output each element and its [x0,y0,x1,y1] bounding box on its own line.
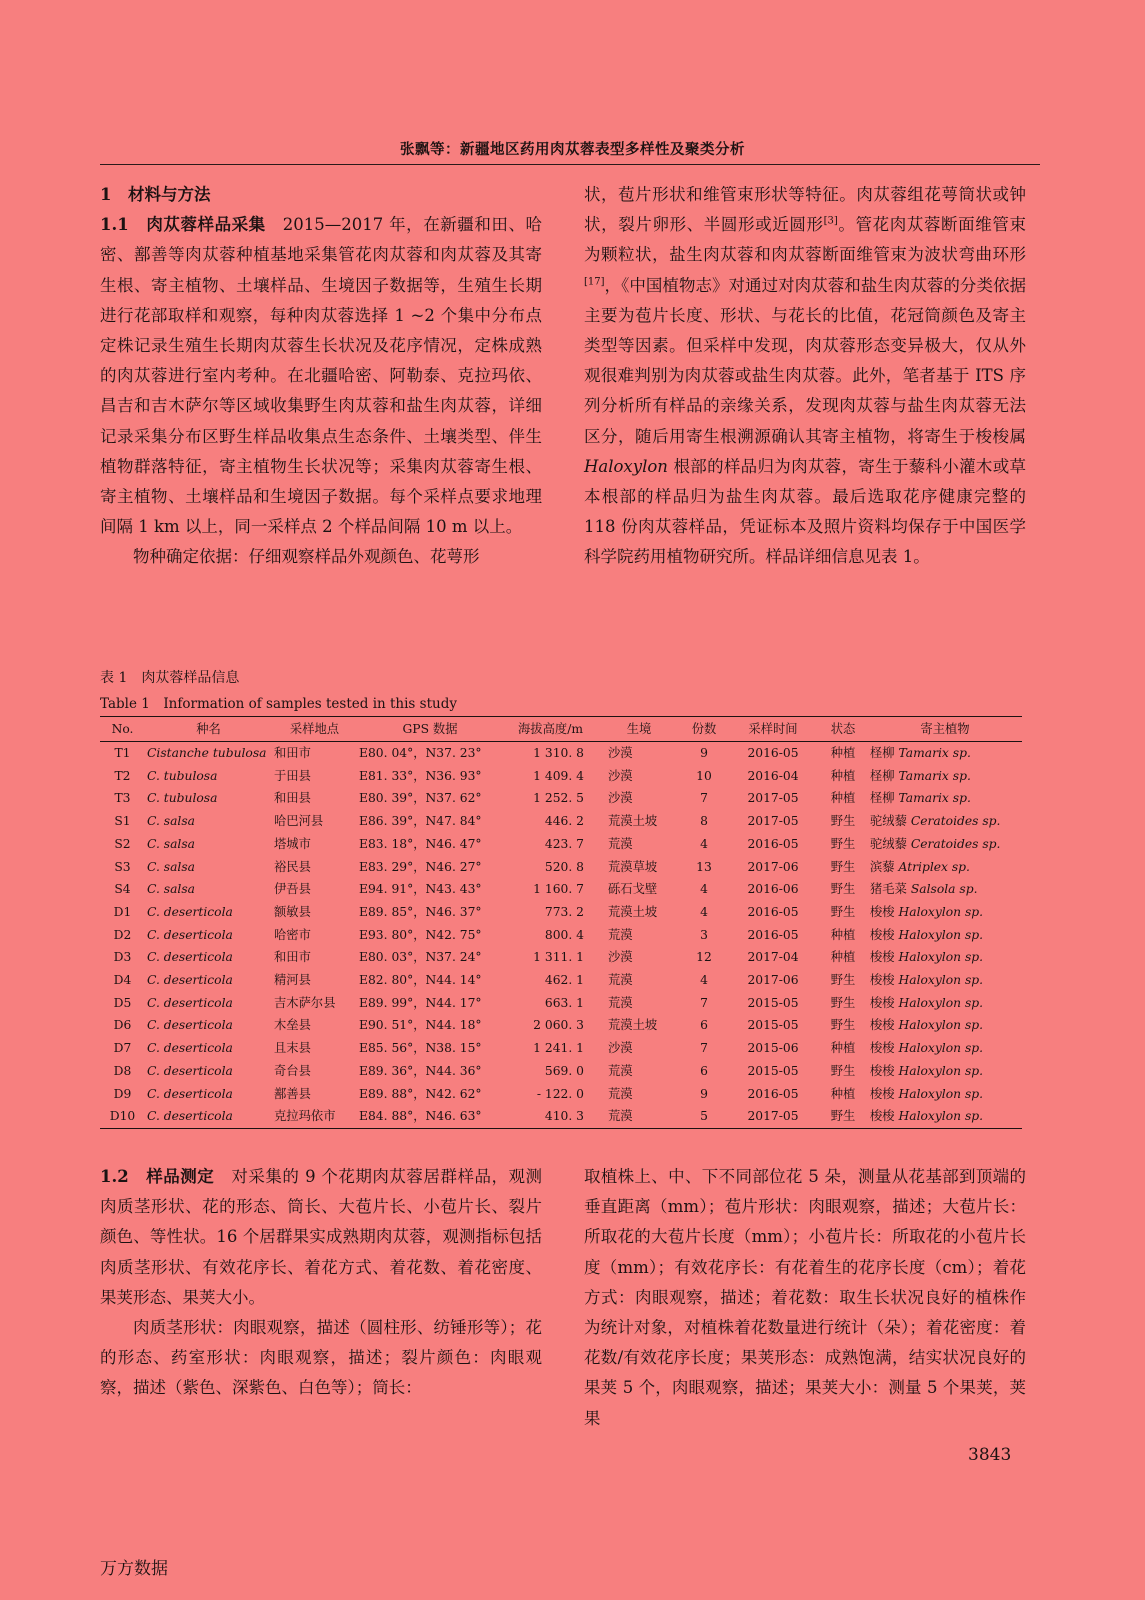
host-name-latin: Atriplex sp. [898,859,970,874]
table-row [100,901,1022,924]
cell-status: 野生 [830,836,856,851]
cell-habitat: 荒漠土坡 [608,1018,658,1033]
cell-altitude: 663. 1 [544,995,584,1010]
cell-habitat: 荒漠土坡 [608,904,658,919]
cell-species: C. tubulosa [147,791,218,806]
cell-status: 种植 [830,791,856,806]
cell-species: C. salsa [147,814,196,829]
cell-host [868,946,1022,969]
column-header: 状态 [818,717,868,742]
cell-habitat: 沙漠 [608,1041,633,1056]
column-header: 份数 [680,717,728,742]
paragraph: 2015—2017 年，在新疆和田、哈密、鄯善等肉苁蓉种植基地采集管花肉苁蓉和肉苁蓉及其寄生根、寄主植物、土壤样品、生境因子数据等，生殖生长期进行花部取样和观察，每种肉苁蓉选择 1 ~2 个集中分布点定株记录生殖生长期肉苁蓉生长状况及花序情况，定株成熟的肉苁蓉进行室内考种。在北疆哈密、阿勒泰、克拉玛依、昌吉和吉木萨尔等区域收集野生肉苁蓉和盐生肉苁蓉，详细记录采集分布区野生样品收集点生态条件、土壤类型、伴生植物群落特征，寄主植物生长状况等；采集肉苁蓉寄生根、寄主植物、土壤样品和生境因子数据。每个采样点要求地理间隔 1 km 以上，同一采样点 2 个样品间隔 10 m 以上。 [100,215,543,537]
cell-altitude: 2 060. 3 [533,1018,584,1033]
cell-host [868,856,1022,879]
cell-site: 哈巴河县 [274,814,324,829]
paragraph-continued [584,180,1026,573]
cell-gps: E80. 04°，N37. 23° [359,746,482,760]
cell-status: 野生 [830,1063,856,1078]
cell-species: C. salsa [147,859,196,874]
host-name-zh: 梭梭 [870,1041,895,1056]
cell-status: 野生 [830,1018,856,1033]
cell-site: 精河县 [274,973,311,988]
cell-gps: E90. 51°，N44. 18° [359,1018,482,1033]
cell-count: 13 [696,859,712,874]
cell-gps: E83. 29°，N46. 27° [359,859,482,874]
citation: [17] [584,276,605,288]
cell-site: 鄯善县 [274,1086,311,1101]
cell-altitude: 1 409. 4 [533,768,584,783]
host-name-zh: 猪毛菜 [870,882,907,897]
host-name-zh: 梭梭 [870,1018,895,1033]
cell-count: 7 [700,995,708,1010]
cell-habitat: 荒漠 [608,927,633,942]
host-name-latin: Salsola sp. [910,882,978,897]
paragraph-text: 根部的样品归为肉苁蓉，寄生于藜科小灌木或草本根部的样品归为盐生肉苁蓉。最后选取花序健康完整的 118 份肉苁蓉样品，凭证标本及照片资料均保存于中国医学科学院药用植物研究所。样品详细信息见表 1。 [584,456,1027,567]
cell-no: T3 [114,791,131,806]
cell-species: C. deserticola [147,1018,233,1033]
cell-altitude: 773. 2 [544,904,584,919]
cell-no: D5 [113,995,132,1010]
cell-date: 2015-05 [747,1063,799,1078]
host-name-zh: 梭梭 [870,927,895,942]
cell-count: 12 [696,950,712,965]
column-right-bottom [584,1162,1026,1434]
cell-status: 野生 [830,995,856,1010]
cell-species: C. salsa [147,882,196,897]
cell-status: 种植 [830,768,856,783]
cell-habitat: 沙漠 [608,768,633,783]
section-title: 1 材料与方法 [100,185,211,204]
cell-no: D9 [113,1086,132,1101]
cell-gps: E89. 85°，N46. 37° [359,904,482,919]
cell-host [868,969,1022,992]
table-row [100,1083,1022,1106]
cell-count: 8 [700,814,708,829]
citation: [3] [823,215,838,227]
cell-no: S2 [114,836,131,851]
cell-date: 2017-05 [728,1105,818,1128]
table-row [100,810,1022,833]
host-name-zh: 梭梭 [870,1086,895,1101]
cell-species: C. deserticola [147,950,233,965]
cell-no: S1 [114,814,131,829]
host-name-latin: Haloxylon sp. [898,1109,984,1124]
cell-site: 哈密市 [274,927,311,942]
cell-site: 克拉玛依市 [272,1105,357,1128]
host-name-latin: Haloxylon sp. [898,1041,984,1056]
cell-habitat: 荒漠 [608,973,633,988]
cell-host [868,1060,1022,1083]
cell-habitat: 荒漠 [608,995,633,1010]
cell-site: 裕民县 [274,859,311,874]
cell-count: 10 [696,768,712,783]
cell-host [868,1105,1022,1128]
host-name-latin: Ceratoides sp. [910,836,1001,851]
cell-date: 2016-06 [747,882,799,897]
host-name-zh: 梭梭 [870,1063,895,1078]
page-number: 3843 [968,1445,1012,1465]
cell-date: 2016-05 [747,927,799,942]
table-row [100,833,1022,856]
cell-status: 种植 [830,746,856,760]
cell-gps: E85. 56°，N38. 15° [359,1041,482,1056]
cell-altitude: 462. 1 [544,973,584,988]
table-row [100,856,1022,879]
cell-habitat: 沙漠 [608,950,633,965]
subsection-title: 样品测定 [146,1167,215,1186]
paragraph-text: ，《中国植物志》对通过对肉苁蓉和盐生肉苁蓉的分类依据主要为苞片长度、形状、与花长的比值，花冠筒颜色及寄主类型等因素。但采样中发现，肉苁蓉形态变异极大，仅从外观很难判别为肉苁蓉或盐生肉苁蓉。此外，笔者基于 ITS 序列分析所有样品的亲缘关系，发现肉苁蓉与盐生肉苁蓉无法区分，随后用寄生根溯源确认其寄主植物，将寄生于梭梭属 [584,275,1026,446]
cell-altitude: - 122. 0 [536,1086,584,1101]
host-name-zh: 梭梭 [870,950,895,965]
cell-host [868,765,1022,788]
cell-habitat: 沙漠 [608,791,633,806]
cell-altitude: 520. 8 [544,859,584,874]
host-name-zh: 柽柳 [870,768,895,783]
cell-altitude: 800. 4 [544,927,584,942]
cell-date: 2016-05 [747,746,799,760]
cell-species: C. deserticola [147,995,233,1010]
cell-gps: E84. 88°，N46. 63° [357,1105,503,1128]
cell-altitude: 423. 7 [544,836,584,851]
column-header: 生境 [598,717,680,742]
cell-status: 种植 [830,1041,856,1056]
cell-species: Cistanche tubulosa [147,746,267,760]
cell-habitat: 砾石戈壁 [608,882,658,897]
column-header: GPS 数据 [357,717,503,742]
cell-host [868,833,1022,856]
cell-species: C. deserticola [147,1041,233,1056]
column-header: 种名 [145,717,272,742]
cell-species: C. deserticola [147,1063,233,1078]
cell-site: 和田市 [274,746,311,760]
cell-status: 野生 [830,859,856,874]
cell-no: S3 [114,859,131,874]
cell-altitude: 1 252. 5 [533,791,584,806]
cell-status: 种植 [830,1086,856,1101]
cell-date: 2017-05 [747,814,799,829]
cell-date: 2017-05 [747,791,799,806]
cell-status: 种植 [830,927,856,942]
table-row [100,946,1022,969]
cell-site: 且末县 [274,1041,311,1056]
cell-site: 于田县 [274,768,311,783]
cell-species: C. deserticola [147,927,233,942]
cell-status: 野生 [830,814,856,829]
cell-host [868,1037,1022,1060]
host-name-zh: 梭梭 [870,1109,895,1124]
cell-count: 6 [700,1063,708,1078]
footer-mark: 万方数据 [100,1559,168,1579]
paragraph-text: 状，苞片形状和维管束形状等特征。肉苁蓉组花萼筒状或钟状，裂片卵形、半圆形或近圆形 [584,185,1026,235]
column-header: 采样时间 [728,717,818,742]
cell-status: 野生 [830,973,856,988]
cell-count: 9 [700,1086,708,1101]
cell-site: 塔城市 [274,836,311,851]
section-1-1 [100,210,542,542]
cell-site: 奇台县 [274,1063,311,1078]
cell-gps: E83. 18°，N46. 47° [359,836,482,851]
cell-altitude: 1 160. 7 [533,882,584,897]
cell-date: 2016-05 [747,836,799,851]
host-name-latin: Ceratoides sp. [910,814,1001,829]
section-1-2 [100,1162,542,1313]
cell-count: 4 [700,836,708,851]
table-row [100,969,1022,992]
cell-date: 2015-05 [747,1018,799,1033]
table-header-row [100,717,1022,742]
cell-date: 2017-06 [747,973,799,988]
host-name-zh: 柽柳 [870,791,895,806]
host-name-zh: 梭梭 [870,904,895,919]
paragraph-text: 。管花肉苁蓉断面维管束为颗粒状，盐生肉苁蓉和肉苁蓉断面维管束为波状弯曲环形 [584,215,1027,265]
samples-table [100,716,1022,1129]
cell-habitat: 荒漠 [608,836,633,851]
cell-count: 4 [700,882,708,897]
column-left-top [100,180,542,573]
subsection-number: 1.1 [100,215,129,235]
cell-altitude: 446. 2 [544,814,584,829]
table-row [100,1105,1022,1128]
host-name-latin: Haloxylon sp. [898,1018,984,1033]
table-row [100,1037,1022,1060]
host-name-latin: Haloxylon sp. [898,995,984,1010]
cell-habitat: 荒漠草坡 [608,859,658,874]
cell-host [868,992,1022,1015]
cell-date: 2017-04 [747,950,799,965]
cell-species: C. deserticola [147,904,233,919]
table-row [100,878,1022,901]
host-name-zh: 柽柳 [870,746,895,760]
cell-no: D2 [113,927,132,942]
cell-habitat: 沙漠 [608,746,633,760]
paragraph-continued: 取植株上、中、下不同部位花 5 朵，测量从花基部到顶端的垂直距离（mm）；苞片形状：肉眼观察，描述；大苞片长：所取花的大苞片长度（mm）；小苞片长：所取花的小苞片长度（mm）；有效花序长：有花着生的花序长度（cm）；着花方式：肉眼观察，描述；着花数：取生长状况良好的植株作为统计对象，对植株着花数量进行统计（朵）；着花密度：着花数/有效花序长度；果荚形态：成熟饱满，结实状况良好的果荚 5 个，肉眼观察，描述；果荚大小：测量 5 个果荚，荚果 [584,1167,1026,1428]
cell-host [868,1083,1022,1106]
host-name-latin: Haloxylon sp. [898,1063,984,1078]
cell-date: 2017-06 [747,859,799,874]
cell-site: 伊吾县 [274,882,311,897]
table-row [100,1014,1022,1037]
cell-site: 额敏县 [274,904,311,919]
cell-gps: E89. 99°，N44. 17° [359,995,482,1010]
cell-habitat: 荒漠 [598,1105,680,1128]
genus-name: Haloxylon [584,456,668,476]
cell-host [868,810,1022,833]
host-name-zh: 梭梭 [870,995,895,1010]
cell-altitude: 1 241. 1 [533,1041,584,1056]
subsection-title: 肉苁蓉样品采集 [146,215,266,235]
cell-gps: E81. 33°，N36. 93° [359,768,482,783]
column-header: 采样地点 [272,717,357,742]
cell-gps: E80. 39°，N37. 62° [359,791,482,806]
cell-count: 5 [680,1105,728,1128]
running-header: 张飘等：新疆地区药用肉苁蓉表型多样性及聚类分析 [400,141,745,158]
host-name-zh: 滨藜 [870,859,895,874]
cell-habitat: 荒漠土坡 [608,814,658,829]
table-row [100,765,1022,788]
table-body [100,742,1022,1129]
cell-host [868,901,1022,924]
table-caption-zh: 表 1 肉苁蓉样品信息 [100,670,240,686]
header-rule [100,164,1040,165]
table-row [100,787,1022,810]
cell-site: 吉木萨尔县 [274,995,336,1010]
cell-no: D7 [113,1041,132,1056]
cell-gps: E82. 80°，N44. 14° [359,973,482,988]
paragraph: 肉质茎形状：肉眼观察，描述（圆柱形、纺锤形等）；花的形态、药室形状：肉眼观察，描述；裂片颜色：肉眼观察，描述（紫色、深紫色、白色等）；筒长： [100,1318,542,1398]
cell-count: 4 [700,973,708,988]
cell-status: 野生 [830,904,856,919]
cell-count: 3 [700,927,708,942]
cell-altitude: 410. 3 [503,1105,598,1128]
table-row [100,992,1022,1015]
cell-count: 7 [700,791,708,806]
cell-status: 种植 [830,950,856,965]
cell-no: D10 [100,1105,145,1128]
cell-no: D8 [113,1063,132,1078]
host-name-latin: Tamarix sp. [898,791,971,806]
host-name-latin: Haloxylon sp. [898,1086,984,1101]
table-row [100,742,1022,765]
table-caption-en: Table 1 Information of samples tested in this study [100,696,457,712]
cell-no: D6 [113,1018,132,1033]
cell-gps: E94. 91°，N43. 43° [359,882,482,897]
cell-date: 2016-05 [747,1086,799,1101]
cell-no: D4 [113,973,132,988]
column-header: 寄主植物 [868,717,1022,742]
cell-gps: E93. 80°，N42. 75° [359,927,482,942]
table-row [100,1060,1022,1083]
subsection-number: 1.2 [100,1167,129,1186]
cell-host [868,742,1022,765]
cell-count: 4 [700,904,708,919]
cell-count: 7 [700,1041,708,1056]
cell-host [868,878,1022,901]
cell-date: 2015-05 [747,995,799,1010]
paragraph: 对采集的 9 个花期肉苁蓉居群样品，观测肉质茎形状、花的形态、筒长、大苞片长、小苞片长、裂片颜色、等性状。16 个居群果实成熟期肉苁蓉，观测指标包括肉质茎形状、有效花序长、着花方式、着花数、着花密度、果荚形态、果荚大小。 [100,1167,543,1307]
cell-host [868,924,1022,947]
table-row [100,924,1022,947]
host-name-latin: Haloxylon sp. [898,973,984,988]
host-name-latin: Tamarix sp. [898,746,971,760]
cell-status: 野生 [830,882,856,897]
host-name-zh: 驼绒藜 [870,814,907,829]
cell-date: 2016-05 [747,904,799,919]
cell-site: 和田县 [274,791,311,806]
cell-species: C. tubulosa [147,768,218,783]
host-name-latin: Haloxylon sp. [898,904,984,919]
cell-site: 和田市 [274,950,311,965]
host-name-latin: Tamarix sp. [898,768,971,783]
cell-gps: E80. 03°，N37. 24° [359,950,482,965]
cell-species: C. deserticola [147,1086,233,1101]
cell-species: C. salsa [147,836,196,851]
cell-habitat: 荒漠 [608,1063,633,1078]
host-name-zh: 驼绒藜 [870,836,907,851]
cell-no: T2 [114,768,131,783]
column-header: 海拔高度/m [503,717,598,742]
cell-no: D1 [113,904,132,919]
cell-site: 木垒县 [274,1018,311,1033]
cell-host [868,787,1022,810]
cell-date: 2015-06 [747,1041,799,1056]
column-right-top [584,180,1026,573]
host-name-latin: Haloxylon sp. [898,927,984,942]
host-name-zh: 梭梭 [870,973,895,988]
cell-gps: E89. 88°，N42. 62° [359,1086,482,1101]
cell-date: 2016-04 [747,768,799,783]
paragraph: 物种确定依据：仔细观察样品外观颜色、花萼形 [133,547,480,567]
cell-count: 9 [700,746,708,760]
cell-gps: E89. 36°，N44. 36° [359,1063,482,1078]
cell-count: 6 [700,1018,708,1033]
cell-altitude: 1 310. 8 [533,746,584,760]
cell-gps: E86. 39°，N47. 84° [359,814,482,829]
cell-no: T1 [114,746,131,760]
cell-host [868,1014,1022,1037]
cell-no: D3 [113,950,132,965]
cell-altitude: 569. 0 [544,1063,584,1078]
cell-status: 野生 [818,1105,868,1128]
host-name-latin: Haloxylon sp. [898,950,984,965]
column-left-bottom [100,1162,542,1404]
column-header: No. [100,717,145,742]
cell-species: C. deserticola [145,1105,272,1128]
cell-no: S4 [114,882,131,897]
cell-species: C. deserticola [147,973,233,988]
cell-habitat: 荒漠 [608,1086,633,1101]
cell-altitude: 1 311. 1 [533,950,584,965]
